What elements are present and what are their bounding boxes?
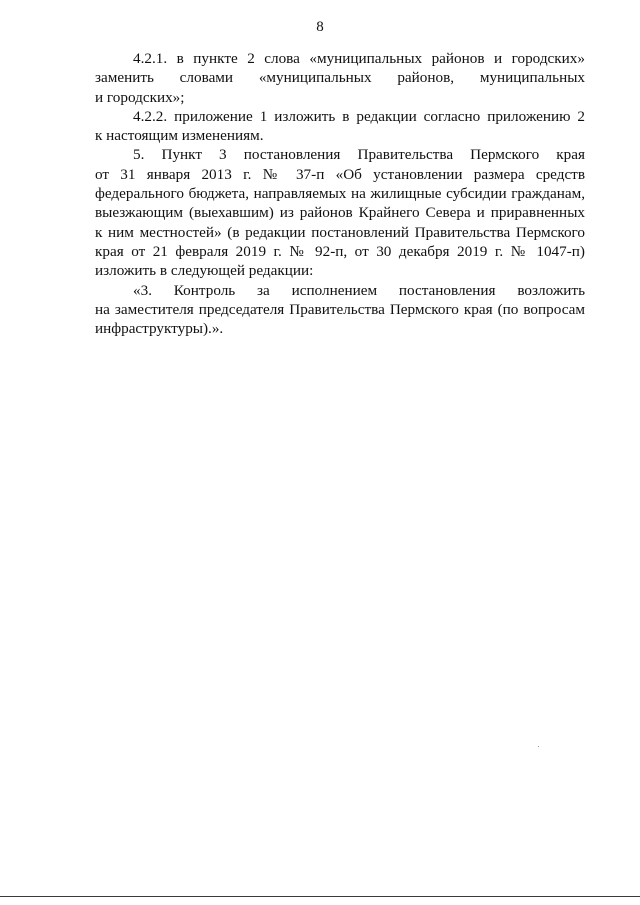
text-line: края от 21 февраля 2019 г. № 92-п, от 30 декабря 2019 г. № 1047-п): [95, 242, 585, 260]
paragraph-quote-3: [95, 281, 585, 339]
text-line: к ним местностей» (в редакции постановлений Правительства Пермского: [95, 223, 585, 241]
text-line: федерального бюджета, направляемых на жилищные субсидии гражданам,: [95, 185, 585, 203]
scan-speck: [538, 746, 539, 747]
text-line: «3. Контроль за исполнением постановления возложить: [133, 281, 585, 299]
text-line: и городских»;: [95, 88, 185, 106]
text-line: изложить в следующей редакции:: [95, 262, 314, 280]
paragraph-4-2-1: [95, 49, 585, 107]
paragraph-5: [95, 145, 585, 280]
page-number: 8: [316, 19, 324, 35]
text-line: к настоящим изменениям.: [95, 127, 264, 145]
text-line: 5. Пункт 3 постановления Правительства Пермского края: [133, 146, 585, 164]
scan-bottom-edge: [0, 896, 640, 897]
document-body: [95, 49, 585, 338]
text-line: на заместителя председателя Правительства Пермского края (по вопросам: [95, 300, 585, 318]
text-line: от 31 января 2013 г. № 37-п «Об установлении размера средств: [95, 165, 585, 183]
text-line: 4.2.1. в пункте 2 слова «муниципальных районов и городских»: [133, 50, 585, 67]
text-line: выезжающим (выехавшим) из районов Крайнего Севера и приравненных: [95, 204, 585, 222]
text-line: 4.2.2. приложение 1 изложить в редакции согласно приложению 2: [133, 107, 585, 125]
text-line: заменить словами «муниципальных районов, муниципальных: [95, 69, 585, 87]
paragraph-4-2-2: [95, 107, 585, 146]
text-line: инфраструктуры).».: [95, 320, 224, 338]
